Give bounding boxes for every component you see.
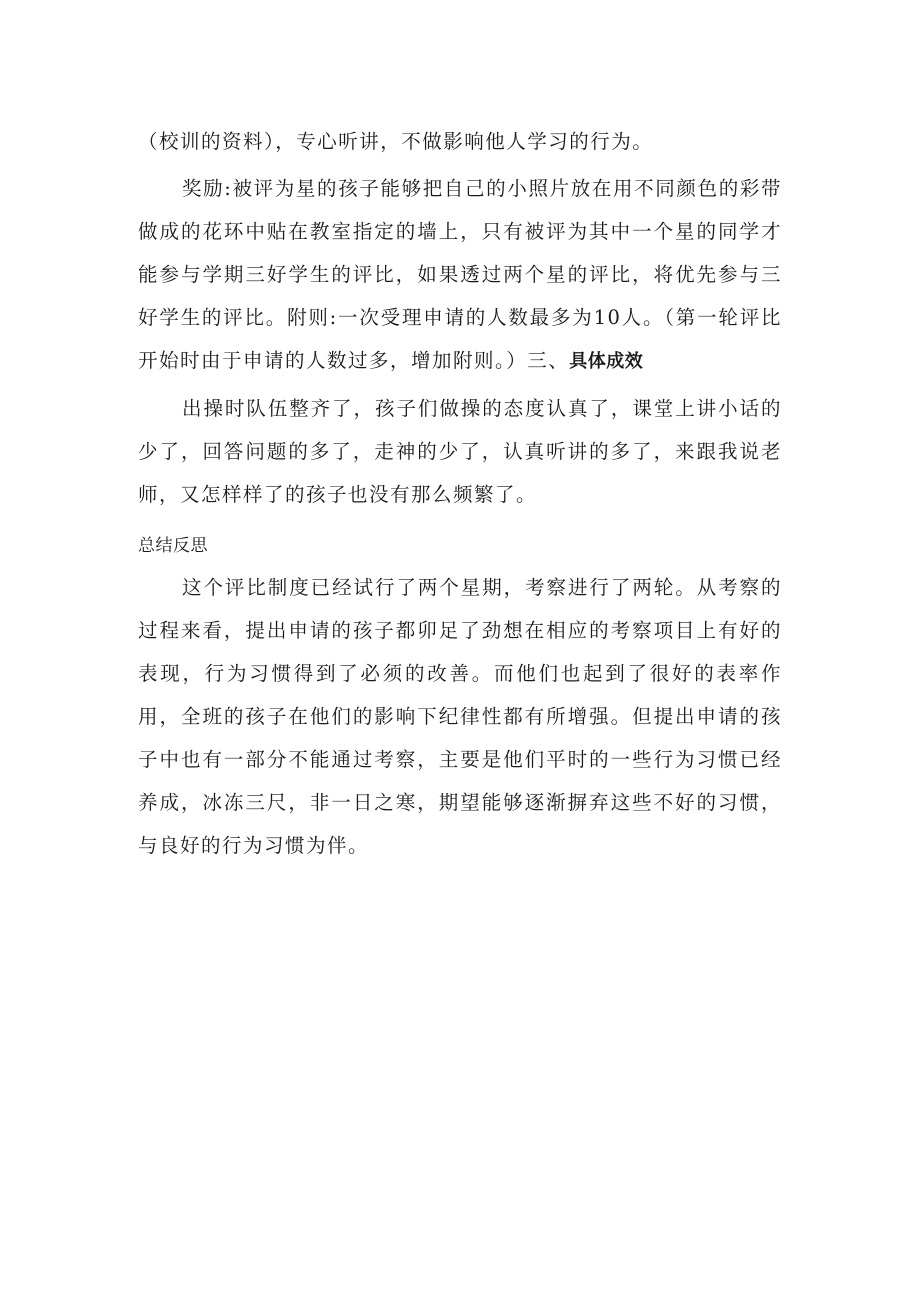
document-body <box>138 120 782 867</box>
paragraph-reward <box>138 167 782 383</box>
paragraph-effects: 出操时队伍整齐了，孩子们做操的态度认真了，课堂上讲小话的少了，回答问题的多了，走神的少了，认真听讲的多了，来跟我说老师，又怎样样了的孩子也没有那么频繁了。 <box>138 397 782 506</box>
paragraph-continued: （校训的资料），专心听讲，不做影响他人学习的行为。 <box>138 130 654 153</box>
paragraph-reflection: 这个评比制度已经试行了两个星期，考察进行了两轮。从考察的过程来看，提出申请的孩子都卯足了劲想在相应的考察项目上有好的表现，行为习惯得到了必须的改善。而他们也起到了很好的表率作用，全班的孩子在他们的影响下纪律性都有所增强。但提出申请的孩子中也有一部分不能通过考察，主要是他们平时的一些行为习惯已经养成，冰冻三尺，非一日之寒，期望能够逐渐摒弃这些不好的习惯，与良好的行为习惯为伴。 <box>138 576 782 857</box>
heading-reflection: 总结反思 <box>138 536 208 556</box>
reward-text: 奖励:被评为星的孩子能够把自己的小照片放在用不同颜色的彩带做成的花环中贴在教室指定的墙上，只有被评为其中一个星的同学才能参与学期三好学生的评比，如果透过两个星的评比，将优先参与三好学生的评比。附则:一次受理申请的人数最多为10人。（第一轮评比开始时由于申请的人数过多，增加附则。）三、 <box>138 177 782 372</box>
heading-effects: 具体成效 <box>569 351 644 372</box>
